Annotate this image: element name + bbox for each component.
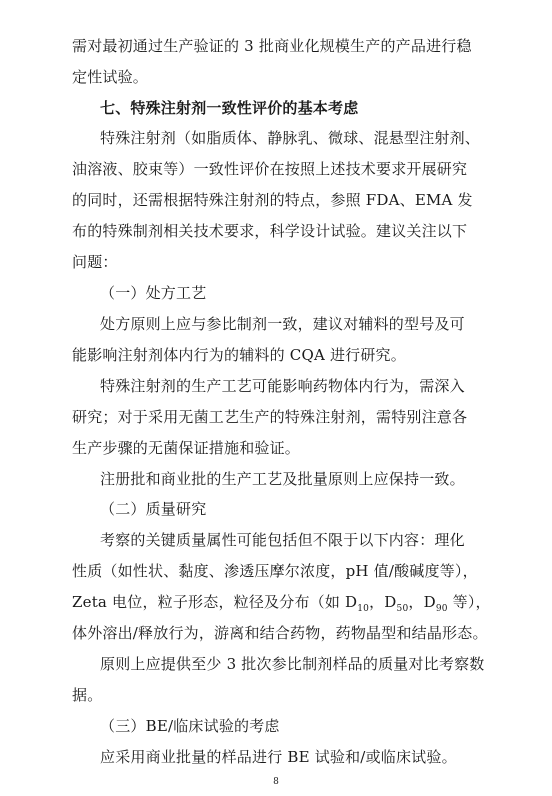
text-run: 等）， bbox=[447, 593, 491, 611]
paragraph-line: 特殊注射剂的生产工艺可能影响药物体内行为，需深入 bbox=[100, 377, 465, 395]
paragraph-line: 性质（如性状、黏度、渗透压摩尔浓度，pH 值/酸碱度等）， bbox=[72, 562, 478, 580]
subscript: 10 bbox=[357, 604, 370, 614]
paragraph-line: 需对最初通过生产验证的 3 批商业化规模生产的产品进行稳 bbox=[72, 37, 472, 55]
paragraph-line: 能影响注射剂体内行为的辅料的 CQA 进行研究。 bbox=[72, 346, 406, 364]
paragraph-line: 的同时，还需根据特殊注射剂的特点，参照 FDA、EMA 发 bbox=[72, 191, 473, 209]
paragraph-line: 特殊注射剂（如脂质体、静脉乳、微球、混悬型注射剂、 bbox=[100, 129, 481, 147]
subsection-heading: （一）处方工艺 bbox=[100, 284, 207, 302]
subsection-heading: （二）质量研究 bbox=[100, 500, 207, 518]
subsection-heading: （三）BE/临床试验的考虑 bbox=[100, 717, 280, 735]
paragraph-line: 原则上应提供至少 3 批次参比制剂样品的质量对比考察数 bbox=[100, 655, 485, 673]
paragraph-line: 油溶液、胶束等）一致性评价在按照上述技术要求开展研究 bbox=[72, 160, 468, 178]
text-run: ，D bbox=[369, 593, 397, 611]
paragraph-line: 体外溶出/释放行为，游离和结合药物，药物晶型和结晶形态。 bbox=[72, 624, 488, 642]
paragraph-line: 生产步骤的无菌保证措施和验证。 bbox=[72, 439, 301, 457]
text-run: ，D bbox=[408, 593, 436, 611]
paragraph-line: 处方原则上应与参比制剂一致，建议对辅料的型号及可 bbox=[100, 315, 465, 333]
subscript: 90 bbox=[435, 604, 448, 614]
paragraph-line: 据。 bbox=[72, 686, 103, 704]
paragraph-line: 注册批和商业批的生产工艺及批量原则上应保持一致。 bbox=[100, 470, 465, 488]
paragraph-line: 考察的关键质量属性可能包括但不限于以下内容：理化 bbox=[100, 531, 465, 549]
section-heading: 七、特殊注射剂一致性评价的基本考虑 bbox=[100, 99, 359, 117]
paragraph-line: 布的特殊制剂相关技术要求，科学设计试验。建议关注以下 bbox=[72, 222, 468, 240]
paragraph-line bbox=[72, 592, 491, 614]
subscript: 50 bbox=[396, 604, 409, 614]
paragraph-line: 应采用商业批量的样品进行 BE 试验和/或临床试验。 bbox=[100, 748, 457, 766]
paragraph-line: 问题： bbox=[72, 253, 118, 271]
paragraph-line: 研究；对于采用无菌工艺生产的特殊注射剂，需特别注意各 bbox=[72, 408, 468, 426]
page-number: 8 bbox=[273, 777, 279, 787]
text-run: Zeta 电位，粒子形态，粒径及分布（如 D bbox=[72, 593, 358, 611]
paragraph-line: 定性试验。 bbox=[72, 68, 149, 86]
